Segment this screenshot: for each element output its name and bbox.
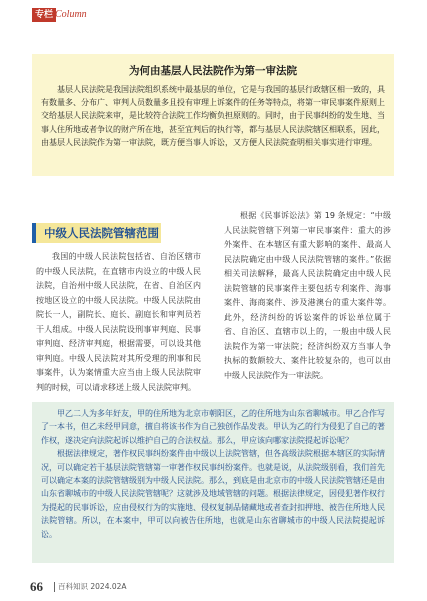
case-paragraph: 甲乙二人为多年好友，甲的住所地为北京市朝阳区，乙的住所地为山东省聊城市。甲乙合作写了一本书，但乙未经甲同意，擅自将该书作为自己独创作品发表。甲认为乙的行为侵犯了自己的著作权，遂决定向法院起诉以维护自己的合法权益。那么，甲应该向哪家法院提起诉讼呢？ [41,409,385,445]
case-paragraph: 根据法律规定，著作权民事纠纷案件由中级以上法院管辖，但各高级法院根据本辖区的实际情况，可以确定若干基层法院管辖第一审著作权民事纠纷案件。也就是说，从法院级别看，我们首先可以确定本案的法院管辖级别为中级人民法院。那么，到底是由北京市的中级人民法院管辖还是由山东省聊城市的中级人民法院管辖呢？这就涉及地域管辖的问题。根据法律规定，因侵犯著作权行为提起的民事诉讼，应由侵权行为的实施地、侵权复制品储藏地或者查封扣押地、被告住所地人民法院管辖。所以，在本案中，甲可以向被告住所地，也就是山东省聊城市的中级人民法院提起诉讼。 [41,449,385,539]
sidebar-box-basic-court [32,54,394,176]
column-tag: 专栏 [32,8,56,22]
publication-info: 百科知识 2024.02A [58,582,127,591]
case-box-body [41,407,385,541]
footer-divider [54,582,55,592]
case-box [32,402,394,563]
section-heading-text: 中级人民法院管辖范围 [44,226,159,240]
right-column [224,209,391,383]
column-label: Column [55,9,87,20]
page-header [0,0,427,34]
section-heading [32,223,161,243]
right-paragraph: 根据《民事诉讼法》第 19 条规定：“中级人民法院管辖下列第一审民事案件：重大的涉外案件、在本辖区有重大影响的案件、最高人民法院确定由中级人民法院管辖的案件。”依据相关司法解释，最高人民法院确定由中级人民法院管辖的民事案件主要包括专利案件、海事案件、海商案件、涉及港澳台的重大案件等。此外，经济纠纷的诉讼案件的诉讼单位属于省、自治区、直辖市以上的，一般由中级人民法院作为第一审法院；经济纠纷双方当事人争执标的数额较大、案件比较复杂的，也可以由中级人民法院作为一审法院。 [224,211,391,380]
box-title: 为何由基层人民法院作为第一审法院 [129,65,297,77]
page-number: 66 [30,579,43,594]
box-body: 基层人民法院是我国法院组织系统中最基层的单位，它是与我国的基层行政辖区相一致的，具有数量多、分布广、审判人员数量多且投有审理上诉案件的任务等特点，将第一审民事案件原则上交给基层人民法院来审，是比较符合法院工作均衡负担原则的。同时，由于民事纠纷的发生地、当事人住所地或者争议的财产所在地，甚至宜判后的执行等，都与基层人民法院辖区相联系，因此，由基层人民法院作为第一审法院，既方便当事人诉讼，又方便人民法院查明相关事实进行审理。 [41,85,385,147]
left-column [36,250,201,395]
left-paragraph: 我国的中级人民法院包括省、自治区辖市的中级人民法院，在直辖市内设立的中级人民法院，自治州中级人民法院，在省、自治区内按地区设立的中级人民法院。中级人民法院由院长一人，副院长、庭长、副庭长和审判员若干人组成。中级人民法院设刑事审判庭、民事审判庭、经济审判庭，根据需要，可以设其他审判庭。中级人民法院对其所受理的刑事和民事案件，认为案情重大应当由上级人民法院审判的时候，可以请求移送上级人民法院审判。 [36,252,201,392]
